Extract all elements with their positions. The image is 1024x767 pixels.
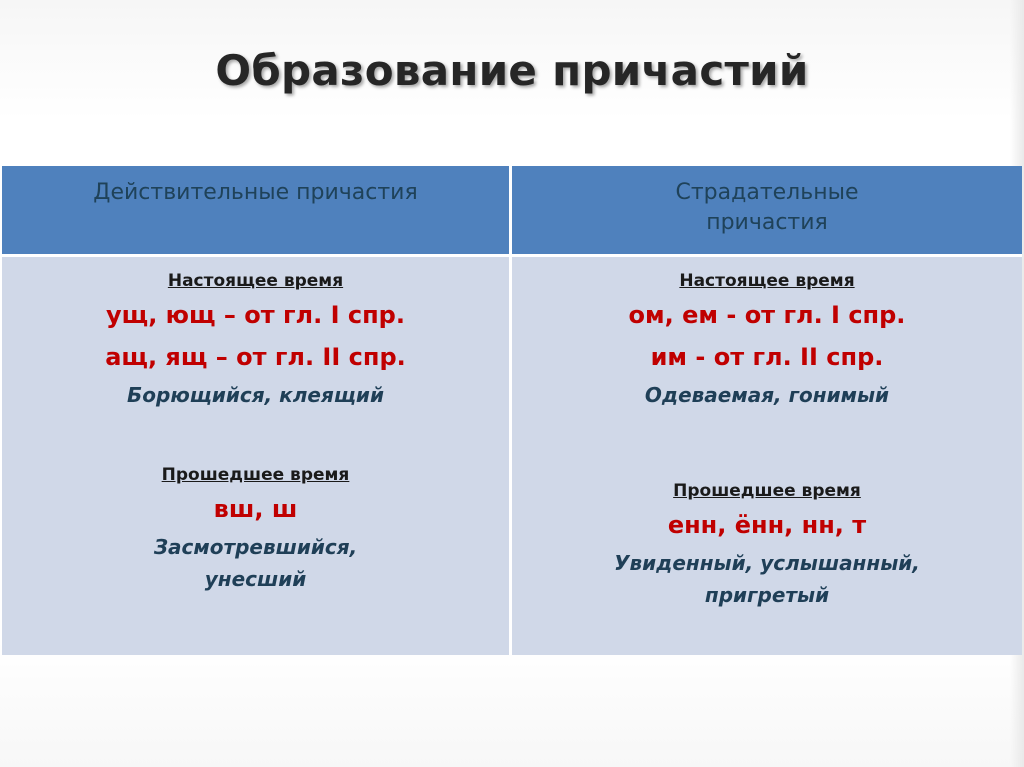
- passive-present-examples: Одеваемая, гонимый: [644, 383, 890, 407]
- passive-cell: [512, 257, 1022, 655]
- active-past-examples-2: унесший: [204, 567, 307, 591]
- active-present-suffix-2: ащ, ящ – от гл. II спр.: [105, 343, 406, 371]
- active-past-label: Прошедшее время: [161, 465, 350, 485]
- active-cell: [2, 257, 512, 655]
- table-header-row: [2, 166, 1022, 254]
- header-passive-line1: Страдательные: [675, 180, 859, 205]
- page-title: Образование причастий: [215, 46, 809, 95]
- passive-past-suffix: енн, ённ, нн, т: [667, 511, 867, 539]
- active-present-block: [2, 269, 509, 411]
- active-past-block: [2, 463, 509, 595]
- active-present-label: Настоящее время: [167, 271, 344, 291]
- participles-table: [2, 166, 1022, 655]
- passive-present-block: [512, 269, 1022, 411]
- header-passive: [512, 166, 1022, 254]
- passive-present-label: Настоящее время: [679, 271, 855, 291]
- table-body-row: [2, 254, 1022, 655]
- active-past-examples-1: Засмотревшийся,: [153, 535, 358, 559]
- active-past-suffix: вш, ш: [213, 495, 298, 523]
- header-active: Действительные причастия: [2, 166, 512, 254]
- passive-present-suffix-2: им - от гл. II спр.: [650, 343, 884, 371]
- active-present-suffix-1: ущ, ющ – от гл. I спр.: [106, 301, 405, 329]
- passive-past-label: Прошедшее время: [673, 481, 861, 501]
- active-present-examples: Борющийся, клеящий: [127, 383, 384, 407]
- passive-present-suffix-1: ом, ем - от гл. I спр.: [628, 301, 906, 329]
- passive-past-block: [512, 479, 1022, 611]
- header-passive-line2: причастия: [706, 210, 828, 235]
- passive-past-examples-1: Увиденный, услышанный,: [614, 551, 920, 575]
- passive-past-examples-2: пригретый: [704, 583, 830, 607]
